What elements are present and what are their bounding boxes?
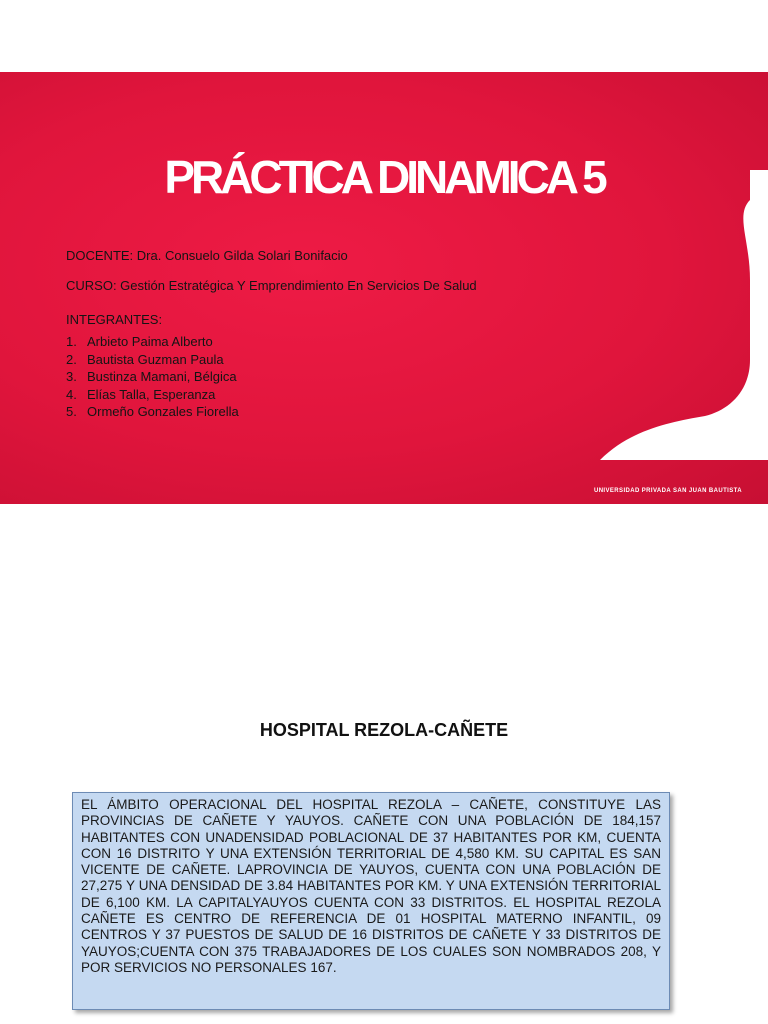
members-list [66,333,239,421]
hospital-title: HOSPITAL REZOLA-CAÑETE [259,720,509,740]
list-item [66,333,239,351]
members-heading: INTEGRANTES: [66,312,163,327]
title-slide [0,72,768,504]
teacher-line: DOCENTE: Dra. Consuelo Gilda Solari Bonifacio [66,248,348,263]
course-line: CURSO: Gestión Estratégica Y Emprendimiento En Servicios De Salud [66,278,477,293]
list-item-name: Ormeño Gonzales Fiorella [87,404,239,419]
university-footer: UNIVERSIDAD PRIVADA SAN JUAN BAUTISTA [593,488,742,494]
list-item-number: 4. [66,386,77,402]
list-item-number: 1. [66,334,77,349]
description-box [72,792,670,1010]
list-item-number: 2. [66,351,77,367]
list-item-name: Bustinza Mamani, Bélgica [87,369,237,384]
list-item [66,386,239,404]
description-text: EL ÁMBITO OPERACIONAL DEL HOSPITAL REZOLA – CAÑETE, CONSTITUYE LAS PROVINCIAS DE CAÑETE Y YAUYOS. CAÑETE CON UNA POBLACIÓN DE 184,157 HABITANTES CON UNADENSIDAD POBLACIONAL DE 37 HABITANTES POR KM, CUENTA CON 16 DISTRITO Y UNA EXTENSIÓN TERRITORIAL DE 4,580 KM. SU CAPITAL ES SAN VICENTE DE CAÑETE. LAPROVINCIA DE YAUYOS, CUENTA CON UNA POBLACIÓN DE 27,275 Y UNA DENSIDAD DE 3.84 HABITANTES POR KM. Y UNA EXTENSIÓN TERRITORIAL DE 6,100 KM. LA CAPITALYAUYOS CUENTA CON 33 DISTRITOS. EL HOSPITAL REZOLA CAÑETE ES CENTRO DE REFERENCIA DE 01 HOSPITAL MATERNO INFANTIL, 09 CENTROS Y 37 PUESTOS DE SALUD DE 16 DISTRITOS DE CAÑETE Y 33 DISTRITOS DE YAUYOS;CUENTA CON 375 TRABAJADORES DE LOS CUALES SON NOMBRADOS 208, Y POR SERVICIOS NO PERSONALES 167. [81,797,661,975]
list-item [66,403,239,421]
list-item-name: Bautista Guzman Paula [87,351,224,367]
list-item [66,368,239,386]
list-item-name: Elías Talla, Esperanza [87,386,216,402]
list-item-number: 3. [66,369,77,384]
bell-icon [600,160,768,460]
list-item [66,351,239,369]
list-item-number: 5. [66,404,77,419]
list-item-name: Arbieto Paima Alberto [87,334,213,349]
slide-title: PRÁCTICA DINAMICA 5 [164,151,604,203]
